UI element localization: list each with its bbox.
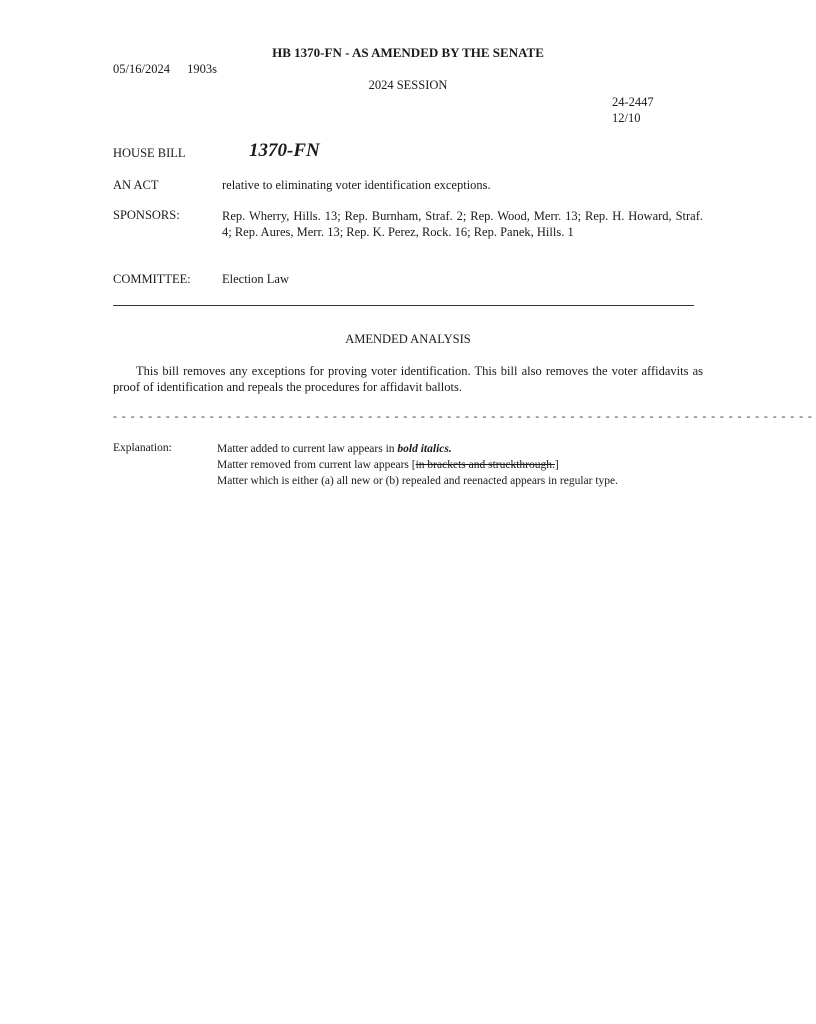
act-description: relative to eliminating voter identification exceptions. xyxy=(222,178,491,192)
document-title: HB 1370-FN - AS AMENDED BY THE SENATE xyxy=(272,45,544,60)
explanation-line-removed xyxy=(217,457,618,473)
section-divider-rule xyxy=(113,305,694,306)
explanation-lines xyxy=(217,441,618,489)
closing-bracket: ] xyxy=(554,459,559,471)
bold-italics-sample: bold italics. xyxy=(397,443,452,455)
doc-version: 12/10 xyxy=(612,111,641,125)
explanation-label: Explanation: xyxy=(113,442,172,454)
act-label: AN ACT xyxy=(113,178,159,192)
explanation-added-text: Matter added to current law appears in xyxy=(217,443,398,455)
doc-number: 24-2447 xyxy=(612,95,654,109)
amendment-code: 1903s xyxy=(187,62,217,76)
sponsors-label: SPONSORS: xyxy=(113,208,180,222)
explanation-line-added xyxy=(217,441,618,457)
session-label: 2024 SESSION xyxy=(368,78,448,92)
sponsors-list: Rep. Wherry, Hills. 13; Rep. Burnham, Straf. 2; Rep. Wood, Merr. 13; Rep. H. Howard, Straf. 4; Rep. Aures, Merr. 13; Rep. K. Perez, Rock. 16; Rep. Panek, Hills. 1 xyxy=(222,209,703,239)
analysis-body: This bill removes any exceptions for proving voter identification. This bill also removes the voter affidavits as proof of identification and repeals the procedures for affidavit ballots. xyxy=(113,364,703,394)
committee-name: Election Law xyxy=(222,272,289,286)
struckthrough-sample: in brackets and struckthrough. xyxy=(415,459,555,471)
bill-type-label: HOUSE BILL xyxy=(113,146,186,160)
explanation-removed-text: Matter removed from current law appears [ xyxy=(217,459,416,471)
dashed-divider: - - - - - - - - - - - - - - - - - - - - - - - - - - - - - - - - - - - - - - - - - - - - - - - - - - - - - - - - - - - - - - - - - - - - - - - - - - - - - - - - xyxy=(113,409,813,423)
analysis-heading: AMENDED ANALYSIS xyxy=(345,332,471,346)
committee-label: COMMITTEE: xyxy=(113,272,191,286)
date-code-line xyxy=(113,62,217,77)
document-id-block xyxy=(612,94,654,126)
bill-number: 1370-FN xyxy=(249,140,320,161)
explanation-line-regular: Matter which is either (a) all new or (b) repealed and reenacted appears in regular type. xyxy=(217,475,619,487)
amendment-date: 05/16/2024 xyxy=(113,62,170,76)
